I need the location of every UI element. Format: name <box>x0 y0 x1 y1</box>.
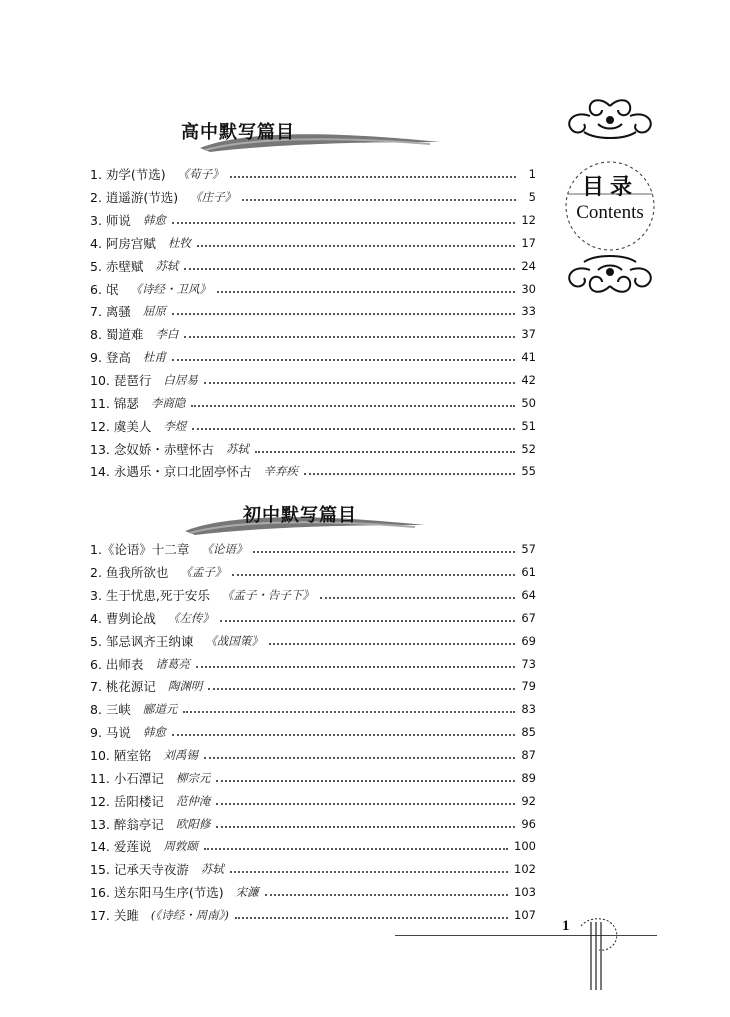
footer-ornament-icon <box>575 912 625 992</box>
entry-page: 79 <box>521 679 536 694</box>
entry-author: 诸葛亮 <box>155 656 190 671</box>
entry-page: 100 <box>514 839 536 854</box>
entry-page: 107 <box>514 907 536 922</box>
entry-page: 51 <box>521 418 536 433</box>
toc-entry[interactable] <box>90 323 536 346</box>
entry-title: 9. 马说 <box>90 725 131 741</box>
banner-swoosh-icon <box>0 495 460 539</box>
toc-entry[interactable] <box>90 300 536 323</box>
dot-leader <box>230 176 516 178</box>
toc-entry[interactable] <box>90 277 536 300</box>
entry-author: 欧阳修 <box>175 816 211 831</box>
entry-page: 69 <box>521 633 536 648</box>
entry-author: 《孟子・告子下》 <box>221 588 314 603</box>
toc-entry[interactable] <box>90 186 536 209</box>
entry-page: 41 <box>521 350 536 365</box>
entry-page: 64 <box>521 588 536 603</box>
toc-entry[interactable] <box>90 789 536 812</box>
ornament-icon <box>560 96 660 306</box>
entry-title: 3. 生于忧患,死于安乐 <box>90 588 210 604</box>
entry-title: 10. 琵琶行 <box>90 373 152 389</box>
entry-title: 5. 赤壁赋 <box>90 258 144 274</box>
dot-leader <box>216 803 515 805</box>
entry-page: 12 <box>521 213 536 228</box>
section-header-senior <box>0 112 460 156</box>
toc-entry[interactable] <box>90 391 536 414</box>
entry-title: 13. 念奴娇・赤壁怀古 <box>90 441 214 457</box>
entry-author: 柳宗元 <box>175 770 211 785</box>
entry-author: 《荀子》 <box>177 167 224 182</box>
toc-entry[interactable] <box>90 538 536 561</box>
entry-page: 57 <box>521 542 536 557</box>
entry-page: 50 <box>521 395 536 410</box>
dot-leader <box>304 473 516 475</box>
entry-title: 16. 送东阳马生序(节选) <box>90 885 224 901</box>
dot-leader <box>204 382 516 384</box>
entry-title: 11. 锦瑟 <box>90 395 139 411</box>
entry-title: 2. 鱼我所欲也 <box>90 565 169 581</box>
entry-author: 《论语》 <box>201 542 248 557</box>
entry-page: 33 <box>521 304 536 319</box>
entry-page: 102 <box>514 862 536 877</box>
entry-title: 4. 阿房宫赋 <box>90 235 156 251</box>
toc-list-junior <box>90 538 536 926</box>
dot-leader <box>253 551 515 553</box>
entry-page: 89 <box>521 770 536 785</box>
entry-page: 30 <box>521 281 536 296</box>
entry-author: 李煜 <box>163 418 187 433</box>
entry-author: 范仲淹 <box>175 793 211 808</box>
page-number: 1 <box>562 918 570 934</box>
toc-entry[interactable] <box>90 652 536 675</box>
toc-entry[interactable] <box>90 607 536 630</box>
entry-page: 67 <box>521 610 536 625</box>
entry-title: 14. 爱莲说 <box>90 839 152 855</box>
toc-entry[interactable] <box>90 812 536 835</box>
section-title: 高中默写篇目 <box>181 122 295 143</box>
toc-entry[interactable] <box>90 766 536 789</box>
entry-author: 李白 <box>155 327 179 342</box>
entry-author: 《孟子》 <box>180 565 227 580</box>
dot-leader <box>172 359 515 361</box>
entry-author: 苏轼 <box>225 441 249 456</box>
entry-author: 《左传》 <box>167 610 214 625</box>
entry-page: 83 <box>521 702 536 717</box>
contents-emblem <box>560 96 660 306</box>
toc-entry[interactable] <box>90 209 536 232</box>
entry-page: 37 <box>521 327 536 342</box>
entry-author: 李商隐 <box>150 395 186 410</box>
toc-entry[interactable] <box>90 460 536 483</box>
dot-leader <box>204 848 508 850</box>
toc-entry[interactable] <box>90 835 536 858</box>
entry-title: 7. 离骚 <box>90 304 131 320</box>
entry-page: 1 <box>528 167 536 182</box>
entry-title: 3. 师说 <box>90 213 131 229</box>
toc-entry[interactable] <box>90 254 536 277</box>
toc-entry[interactable] <box>90 437 536 460</box>
entry-author: 杜甫 <box>142 350 166 365</box>
entry-page: 17 <box>521 235 536 250</box>
entry-title: 2. 逍遥游(节选) <box>90 190 179 206</box>
toc-list-senior <box>90 163 536 483</box>
toc-entry[interactable] <box>90 904 536 927</box>
entry-page: 55 <box>521 464 536 479</box>
entry-page: 87 <box>521 748 536 763</box>
entry-author: 周敦颐 <box>163 839 198 854</box>
entry-author: (《诗经・周南》) <box>150 907 229 922</box>
dot-leader <box>269 643 515 645</box>
entry-title: 8. 蜀道难 <box>90 327 144 343</box>
toc-entry[interactable] <box>90 675 536 698</box>
entry-page: 85 <box>521 725 536 740</box>
toc-entry[interactable] <box>90 881 536 904</box>
dot-leader <box>184 268 515 270</box>
entry-page: 92 <box>521 793 536 808</box>
toc-entry[interactable] <box>90 414 536 437</box>
entry-page: 61 <box>521 565 536 580</box>
dot-leader <box>196 666 515 668</box>
contents-heading: 目录 <box>581 175 638 200</box>
entry-title: 12. 虞美人 <box>90 418 152 434</box>
entry-title: 9. 登高 <box>90 350 131 366</box>
entry-author: 《诗经・卫风》 <box>130 281 211 296</box>
entry-author: 白居易 <box>163 373 198 388</box>
entry-author: 苏轼 <box>200 862 224 877</box>
entry-title: 17. 关雎 <box>90 907 139 923</box>
toc-entry[interactable] <box>90 744 536 767</box>
dot-leader <box>230 871 508 873</box>
entry-title: 8. 三峡 <box>90 702 131 718</box>
entry-title: 5. 邹忌讽齐王纳谏 <box>90 633 194 649</box>
entry-page: 73 <box>521 656 536 671</box>
entry-title: 7. 桃花源记 <box>90 679 156 695</box>
dot-leader <box>172 313 515 315</box>
entry-author: 宋濂 <box>235 885 259 900</box>
dot-leader <box>184 336 515 338</box>
toc-entry[interactable] <box>90 561 536 584</box>
dot-leader <box>197 245 515 247</box>
dot-leader <box>172 734 515 736</box>
entry-author: 杜牧 <box>167 235 191 250</box>
entry-page: 5 <box>528 190 536 205</box>
dot-leader <box>204 757 516 759</box>
toc-entry[interactable] <box>90 163 536 186</box>
entry-title: 6. 出师表 <box>90 656 144 672</box>
entry-title: 12. 岳阳楼记 <box>90 793 164 809</box>
entry-author: 《战国策》 <box>205 633 263 648</box>
entry-author: 郦道元 <box>142 702 178 717</box>
entry-title: 15. 记承天寺夜游 <box>90 862 189 878</box>
dot-leader <box>192 428 515 430</box>
toc-entry[interactable] <box>90 721 536 744</box>
dot-leader <box>172 222 515 224</box>
dot-leader <box>232 574 515 576</box>
entry-author: 韩愈 <box>142 725 166 740</box>
entry-author: 陶渊明 <box>167 679 203 694</box>
dot-leader <box>183 711 515 713</box>
entry-page: 96 <box>521 816 536 831</box>
entry-title: 13. 醉翁亭记 <box>90 816 164 832</box>
dot-leader <box>235 917 508 919</box>
entry-author: 韩愈 <box>142 213 166 228</box>
entry-page: 52 <box>521 441 536 456</box>
entry-title: 11. 小石潭记 <box>90 770 164 786</box>
entry-author: 刘禹锡 <box>163 748 198 763</box>
dot-leader <box>217 291 515 293</box>
dot-leader <box>255 451 516 453</box>
dot-leader <box>320 597 515 599</box>
entry-author: 《庄子》 <box>190 190 237 205</box>
entry-title: 1.《论语》十二章 <box>90 542 190 558</box>
toc-entry[interactable] <box>90 629 536 652</box>
entry-title: 6. 氓 <box>90 281 119 297</box>
toc-entry[interactable] <box>90 346 536 369</box>
toc-entry[interactable] <box>90 584 536 607</box>
entry-title: 4. 曹刿论战 <box>90 610 156 626</box>
toc-entry[interactable] <box>90 858 536 881</box>
entry-author: 辛弃疾 <box>263 464 298 479</box>
entry-title: 1. 劝学(节选) <box>90 167 166 183</box>
section-header-junior <box>0 495 460 539</box>
dot-leader <box>191 405 515 407</box>
entry-title: 10. 陋室铭 <box>90 748 152 764</box>
toc-entry[interactable] <box>90 232 536 255</box>
dot-leader <box>208 688 515 690</box>
toc-entry[interactable] <box>90 698 536 721</box>
toc-entry[interactable] <box>90 369 536 392</box>
entry-page: 24 <box>521 258 536 273</box>
entry-page: 103 <box>514 885 536 900</box>
dot-leader <box>216 780 515 782</box>
entry-title: 14. 永遇乐・京口北固亭怀古 <box>90 464 252 480</box>
contents-subheading: Contents <box>576 202 644 223</box>
section-title: 初中默写篇目 <box>243 505 357 526</box>
entry-page: 42 <box>521 373 536 388</box>
dot-leader <box>220 620 515 622</box>
dot-leader <box>216 826 515 828</box>
dot-leader <box>265 894 508 896</box>
entry-author: 苏轼 <box>155 258 179 273</box>
entry-author: 屈原 <box>142 304 166 319</box>
dot-leader <box>242 199 516 201</box>
